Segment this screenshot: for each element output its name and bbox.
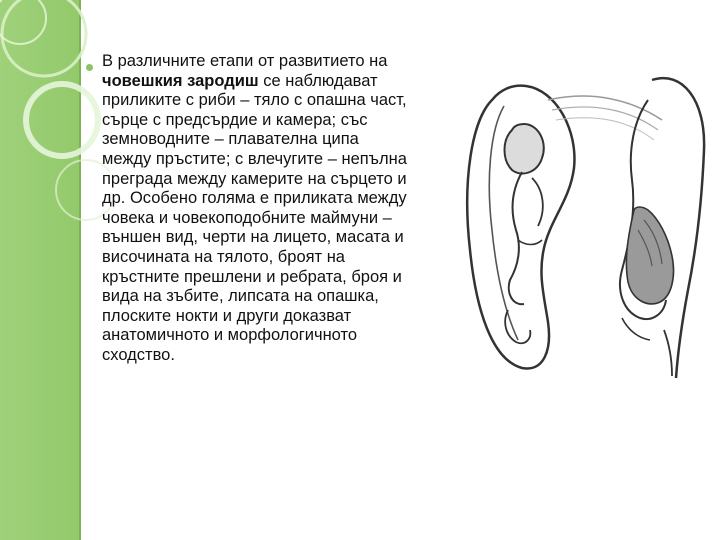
text-line: между пръстите; с влечугите – непълна [102,149,407,168]
text-line: вида на зъбите, липсата на опашка, [102,287,379,306]
text-line: човека и човекоподобните маймуни – [102,208,392,227]
text-fragment: се наблюдават [263,71,378,90]
text-line: преграда между камерите на сърцето и [102,169,407,188]
text-line: анатомичното и морфологичното [102,326,358,345]
text-line: др. Особено голяма е приликата между [102,189,407,208]
bullet-icon [86,64,93,71]
decorative-circles [0,0,110,240]
text-line: височината на тялото, броят на [102,247,345,266]
text-line: приликите с риби – тяло с опашна част, [102,91,407,110]
text-line: сърце с предсърдие и камера; със [102,110,368,129]
bold-phrase: човешкия зародиш [102,71,259,90]
text-line: В различните етапи от развитието на [102,52,388,70]
body-paragraph [102,52,452,366]
embryo-comparison-illustration [452,60,714,380]
text-line: външен вид, черти на лицето, масата и [102,228,404,247]
embryo-body [505,124,544,174]
text-line [102,72,452,92]
text-line: плоските нокти и други доказват [102,306,352,325]
text-line: кръстните прешлени и ребрата, броя и [102,267,402,286]
text-line: земноводните – плавателна ципа [102,130,359,149]
text-line: сходство. [102,345,175,364]
